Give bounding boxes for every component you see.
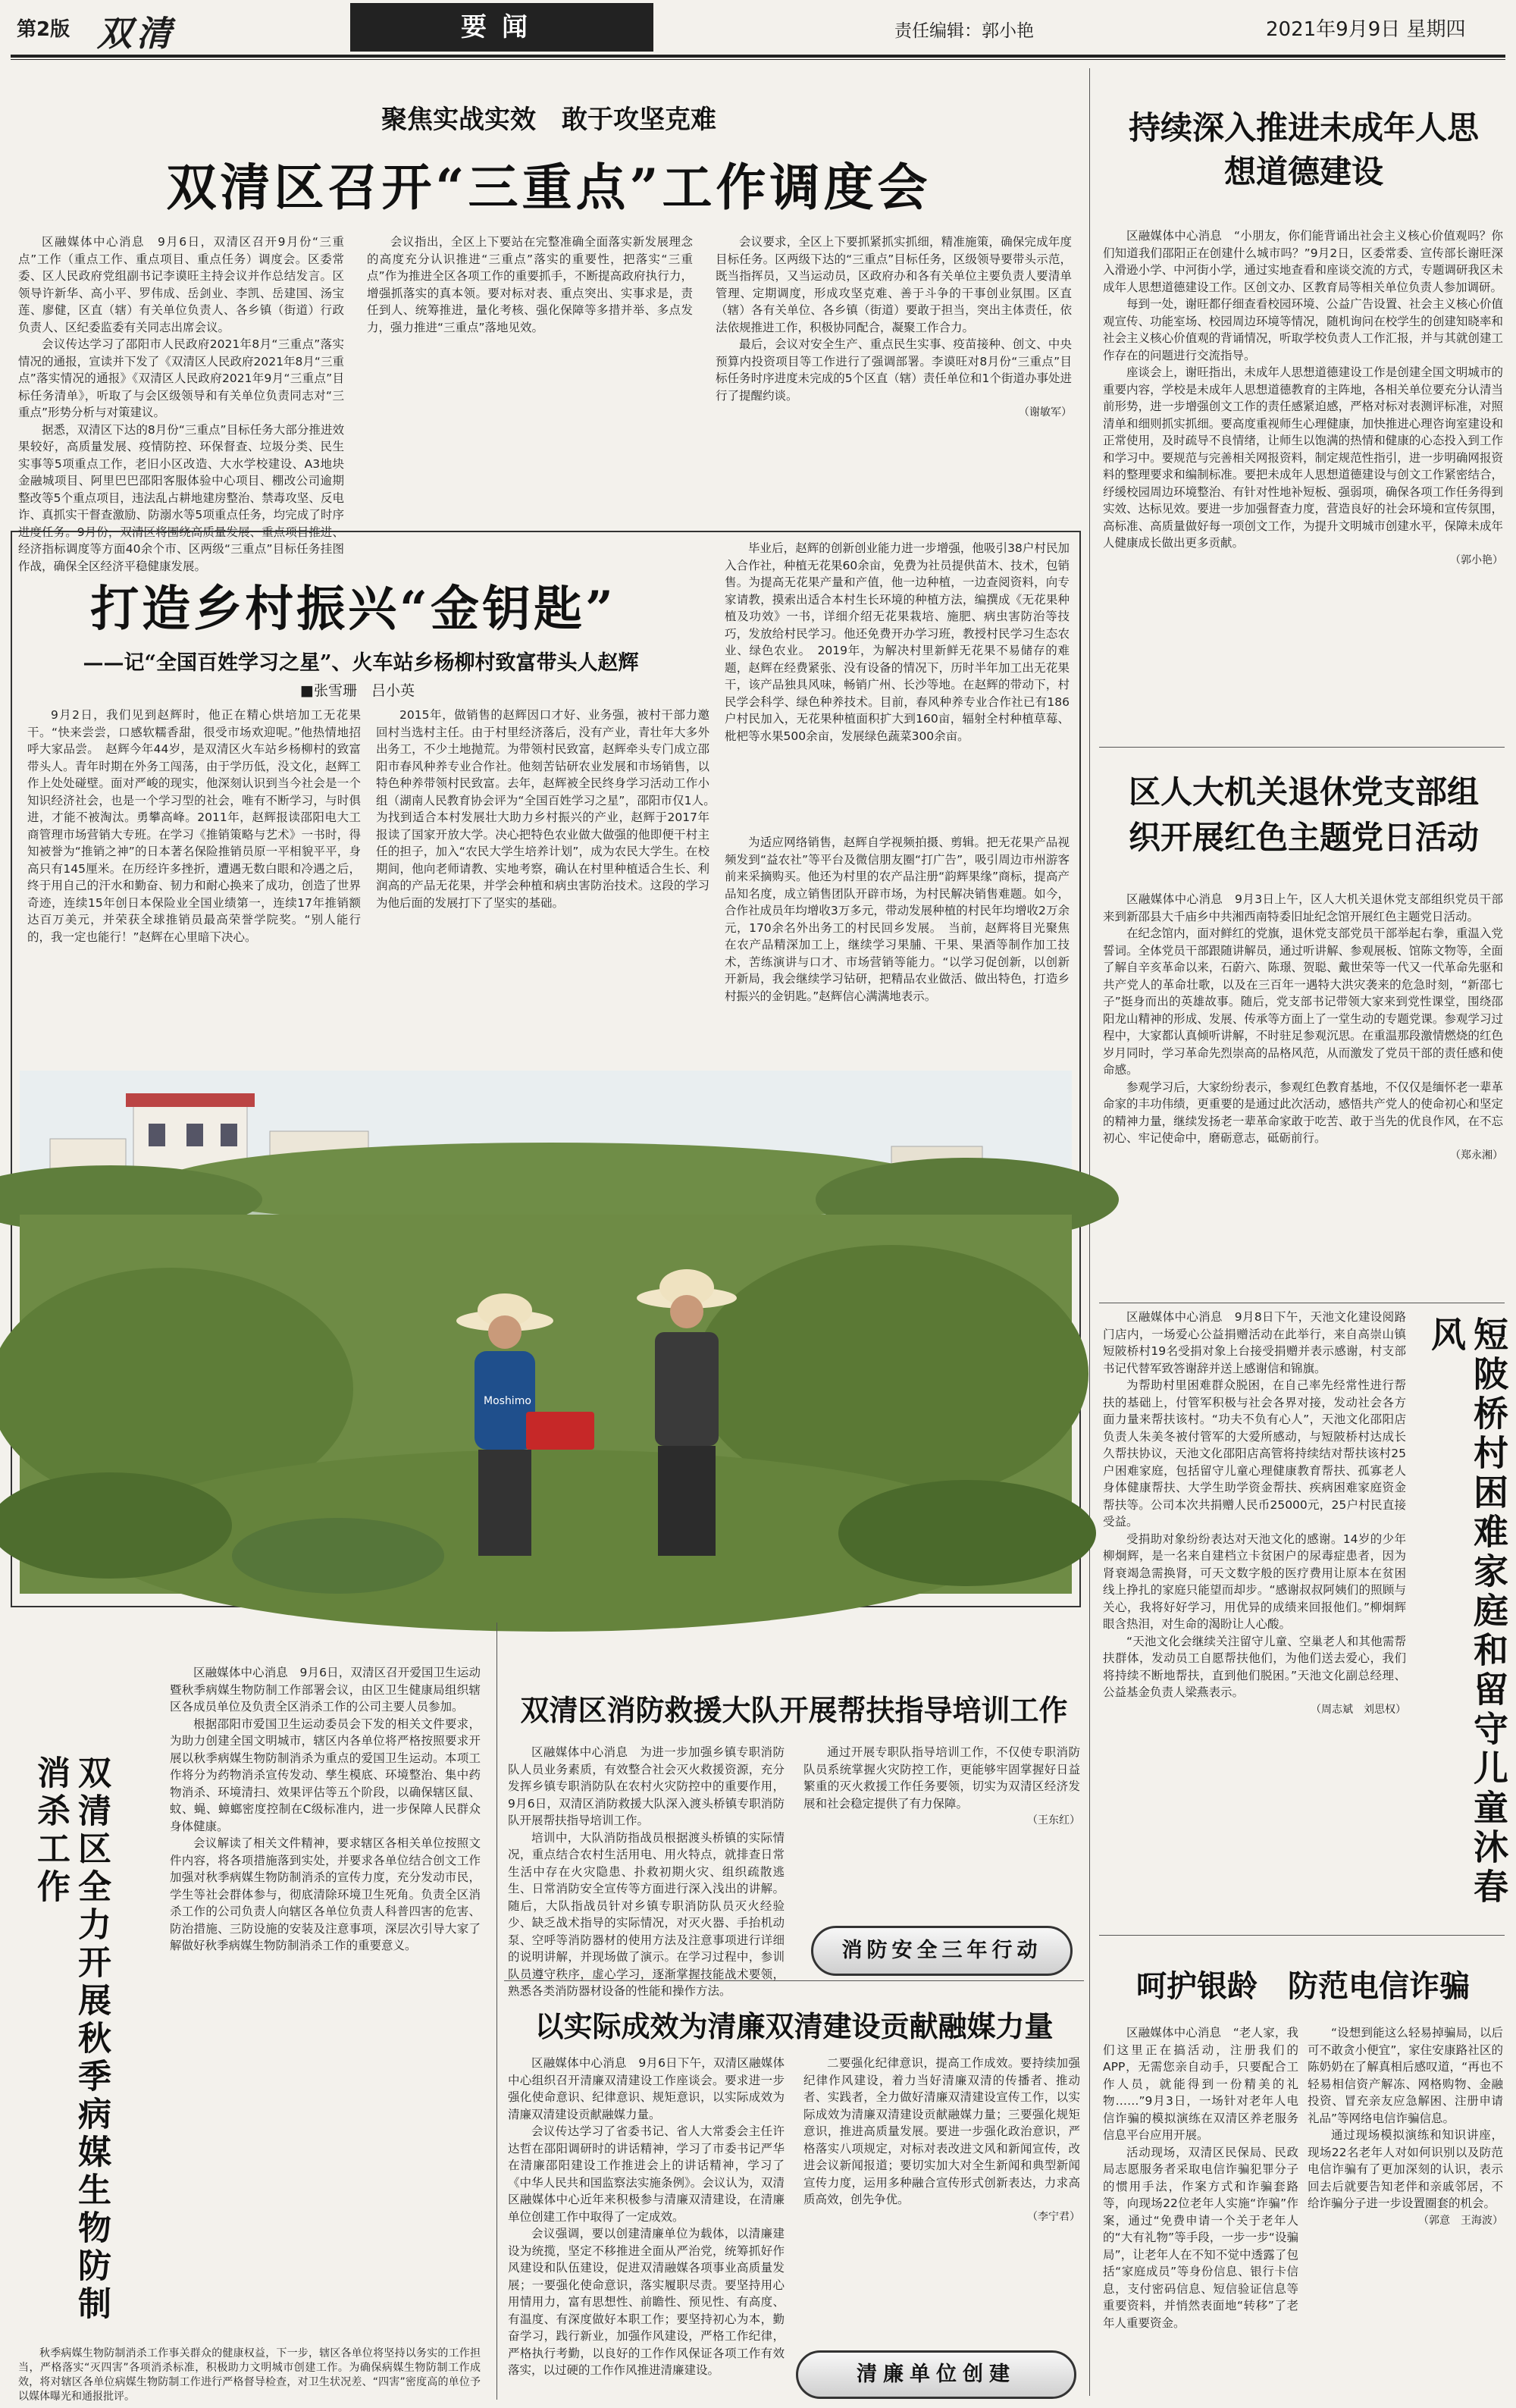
article-signature: （王东红） bbox=[1027, 1814, 1080, 1826]
article-paragraph: 会议传达学习了邵阳市人民政府2021年8月“三重点”落实情况的通报，宣读并下发了《双清区人民政府2021年8月“三重点”落实情况的通报》《双清区人民政府2021年9月“三重点”目标任务清单》，听取了与会区级领导和有关单位负责同志对“三重点”形势分析与对策建议。 bbox=[18, 337, 344, 419]
article-paragraph: 每到一处，谢旺都仔细查看校园环境、公益广告设置、社会主义核心价值观宣传、功能室场、校园周边环境等情况，随机询问在校学生的创建知晓率和社会主义核心价值观的背诵情况，听取学校负责人工作汇报，并与其就创建工作存在的问题进行交流指导。 bbox=[1103, 297, 1503, 362]
feature-title: 打造乡村振兴“金钥匙” bbox=[90, 581, 616, 638]
article-paragraph: 受捐助对象纷纷表达对天池文化的感谢。14岁的少年柳炯辉，是一名来自建档立卡贫困户的尿毒症患者，因为肾衰竭急需换肾，可天文数字般的医疗费用让原本在贫困线上挣扎的家庭只能望而却步。“感谢叔叔阿姨们的照顾与关心，我将好好学习，用优异的成绩来回报他们。”柳炯辉眼含热泪，对生命的渴盼让人心酸。 bbox=[1103, 1532, 1406, 1631]
article-paragraph: 会议传达学习了省委书记、省人大常委会主任许达哲在邵阳调研时的讲话精神，学习了市委书记严华在清廉邵阳建设工作推进会上的讲话精神，学习了《中华人民共和国监察法实施条例》。会议认为，双清区融媒体中心近年来积极参与清廉双清建设，在清廉单位创建工作中取得了一定成效。 bbox=[508, 2124, 785, 2224]
campaign-banner: 消防安全三年行动 bbox=[811, 1926, 1073, 1976]
fig-farm-photo-illustration bbox=[20, 1071, 1072, 1594]
header-rule-thin bbox=[11, 59, 1505, 60]
feature-subtitle: ——记“全国百姓学习之星”、火车站乡杨柳村致富带头人赵辉 bbox=[83, 651, 639, 675]
article-signature: （李宁君） bbox=[1027, 2210, 1080, 2223]
article-paragraph: 会议解读了相关文件精神，要求辖区各相关单位按照文件内容，将各项措施落到实处，并要求各单位结合创文工作加强对秋季病媒生物防制消杀的宣传力度，充分发动市民，学生等社会群体参与，彻底清除环境卫生死角。负责全区消杀工作的公司负责人向辖区各单位负责人科普四害的危害、防治措施、三防设施的安装及注意事项，深层次引导大家了解做好秋季病媒生物防制消杀工作的重要意义。 bbox=[170, 1836, 481, 1952]
article-paragraph: 根据邵阳市爱国卫生运动委员会下发的相关文件要求，为助力创建全国文明城市，辖区内各单位将严格按照要求开展以秋季病媒生物防制消杀为重点的爱国卫生运动。本项工作将分为药物消杀宣传发动、孳生模底、环境整治、集中药物消杀、环境清扫、效果评估等五个阶段，以确保辖区鼠、蚊、蝇、蟑螂密度控制在C级标准内，进一步保障人民群众身体健康。 bbox=[170, 1717, 481, 1833]
section-rule bbox=[1099, 1935, 1505, 1936]
campaign-banner: 清廉单位创建 bbox=[796, 2350, 1076, 2399]
article-paragraph: 座谈会上，谢旺指出，未成年人思想道德建设工作是创建全国文明城市的重要内容，学校是未成年人思想道德教育的主阵地，各相关单位要充分认清当前形势，进一步增强创文工作的责任感紧迫感，严格对标对表测评标准，对照清单和细则抓实抓细。要高度重视师生心理健康，加快推进心理咨询室建设和正常使用，及时疏导不良情绪，让师生以饱满的热情和健康的心态投入到工作和学习中。要规范与完善相关网报资料，制定规范性指引，进一步明确网报资料的整理要求和编制标准。要把未成年人思想道德建设与创文工作紧密结合，纾缓校园周边环境整治、有针对性地补短板、强弱项，确保各项工作任务得到实效、达标见效。要进一步加强督查力度，营造良好的社会环境和宣传氛围，高标准、高质量做好每一项创文工作，为提升文明城市创建水平，保障未成年人健康成长做出更多贡献。 bbox=[1103, 365, 1503, 550]
article-paragraph: 秋季病媒生物防制消杀工作事关群众的健康权益，下一步，辖区各单位将坚持以务实的工作担当，严格落实“灭四害”各项消杀标准，积极助力文明城市创建工作。为确保病媒生物防制工作成效，将对辖区各单位病媒生物防制工作进行严格督导检查，对卫生状况差、“四害”密度高的单位予以媒体曝光和通报批评。 bbox=[18, 2347, 481, 2403]
masthead-bar bbox=[0, 0, 1516, 53]
page-number: 第2版 bbox=[17, 18, 70, 41]
feature-paragraph: 2015年，做销售的赵辉因口才好、业务强，被村干部力邀回村当选村主任。由于村里经济落后，没有产业，青壮年大多外出务工，不少土地抛荒。为带领村民致富，赵辉牵头专门成立邵阳市春风种养专业合作社。他刻苦钻研农业发展和市场销售，以特色种养带领村民致富。去年，赵辉被全民终身学习活动工作小组（湖南人民教育协会评为“全国百姓学习之星”，邵阳市仅1人。 为找到适合本村发展壮大助力乡村振兴的产业，赵辉于2017年报读了国家开放大学。决心把特色农业做大做强的他即便干村主任的担子，加入“农民大学生培养计划”，成为农民大学生。在校期间，他向老师请教、实地考察，确认在村里种植适合生长、利润高的产品无花果，并学会种植和病虫害防治技术。这段的学习为他后面的发展打下了坚实的基础。 bbox=[376, 708, 722, 910]
article-paragraph: “天池文化会继续关注留守儿童、空巢老人和其他需帮扶群体，发动员工自愿帮扶他们，为他们送去爱心，我们将持续不断地帮扶，直到他们脱困。”天池文化副总经理、公益基金负责人梁燕表示。 bbox=[1103, 1634, 1406, 1699]
column-divider bbox=[1089, 68, 1090, 2396]
feature-byline: ■张雪珊 吕小英 bbox=[300, 682, 415, 699]
article-paragraph: 最后，会议对安全生产、重点民生实事、疫苗接种、创文、中央预算内投资项目等工作进行了强调部署。李谟旺对8月份“三重点”目标任务时序进度未完成的5个区直（辖）责任单位和1个街道办事处进行了提醒约谈。 bbox=[716, 337, 1072, 403]
feature-paragraph: 毕业后，赵辉的创新创业能力进一步增强，他吸引38户村民加入合作社，种植无花果60余亩，免费为社员提供苗木、技术，包销售。为提高无花果产量和产值，他一边种植，一边查阅资料，向专家请教，摸索出适合本村生长环境的种植方法，编撰成《无花果种植及功效》一书，详细介绍无花果栽培、施肥、病虫害防治等技巧，发放给村民学习。他还免费开办学习班，教授村民学习生态农业、绿色农业。 2019年，为解决村里新鲜无花果不易储存的难题，赵辉在经费紧张、没有设备的情况下，历时半年加工出无花果干，该产品独具风味，畅销广州、长沙等地。在赵辉的带动下，村民学会科学、绿色种养技术。目前，春风种养专业合作社已有186户村民加入，无花果种植面积扩大到160亩，辐射全村种植草莓、枇杷等水果500余亩，发展绿色蔬菜300余亩。 bbox=[725, 541, 1070, 743]
article-title: 双清区召开“三重点”工作调度会 bbox=[166, 158, 932, 217]
article-kicker: 聚焦实战实效 敢于攻坚克难 bbox=[381, 105, 716, 135]
article-title: 区人大机关退休党支部组织开展红色主题党日活动 bbox=[1128, 773, 1479, 856]
article-charity bbox=[1103, 1309, 1509, 1930]
article-paragraph: 区融媒体中心消息 9月8日下午，天池文化建设阅路门店内，一场爱心公益捐赠活动在此举行，来自高崇山镇短陂桥村19名受捐对象上台接受捐赠并表示感谢，村支部书记代替军致答谢辞并送上感谢信和锦旗。 bbox=[1103, 1310, 1406, 1375]
article-title-vertical: 双清区全力开展秋季病媒生物防制消杀工作 bbox=[31, 1755, 111, 2324]
article-paragraph: 区融媒体中心消息 9月6日下午，双清区融媒体中心组织召开清廉双清建设工作座谈会。要求进一步强化使命意识、纪律意识、规矩意识，以实际成效为清廉双清建设贡献融媒力量。 bbox=[508, 2056, 785, 2121]
article-paragraph: 二要强化纪律意识，提高工作成效。要持续加强纪律作风建设，着力当好清廉双清的传播者、推动者、实践者，全力做好清廉双清建设宣传工作，以实际成效为清廉双清建设贡献融媒力量；三要强化规矩意识，推进高质量发展。要进一步强化政治意识，严格落实八项规定，对标对表改进文风和新闻宣传，改进会议新闻报道；要切实加大对全生新闻和典型新闻宣传力度，运用多种融合宣传形式创新表达，力求高质高效，创先争优。 bbox=[803, 2056, 1080, 2206]
article-paragraph: 据悉，双清区下达的8月份“三重点”目标任务大部分推进效果较好，高质量发展、疫情防控、环保督查、垃圾分类、民生实事等5项重点工作，老旧小区改造、大水学校建设、A3地块金融城项目、阿里巴巴邵阳客服体验中心项目、棚改公司逾期整改等5个重点项目，违法乱占耕地建房整治、禁毒攻坚、反电诈、真抓实干督查激励、防溺水等5项重点任务，均完成了时序进度任务。9月份，双清区将围绕高质量发展、重点项目推进、经济指标调度等方面40余个市、区两级“三重点”目标任务挂图作战，确保全区经济平稳健康发展。 bbox=[18, 422, 344, 573]
article-paragraph: 会议指出，全区上下要站在完整准确全面落实新发展理念的高度充分认识推进“三重点”落实的重要性，把落实“三重点”作为推进全区各项工作的重要抓手，不断提高政府执行力，增强抓落实的真本领。要对标对表、重点突出、实事求是，责任到人、统筹推进，量化考核、强化保障等多措并举、多点发力，强力推进“三重点”落地见效。 bbox=[367, 235, 693, 334]
column-divider bbox=[496, 1623, 497, 2400]
article-paragraph: 在纪念馆内，面对鲜红的党旗，退休党支部党员干部举起右拳，重温入党誓词。全体党员干部跟随讲解员，通过听讲解、参观展板、馆陈文物等，全面了解自辛亥革命以来，石蔚六、陈璟、贺聪、戴世荣等一代又一代革命先驱和共产党人的革命壮歌，以及在三百年一遇特大洪灾袭来的危急时刻，“新邵七子”挺身而出的英雄故事。随后，党支部书记带领大家来到党性课堂，围绕邵阳龙山精神的形成、发展、传承等方面上了一堂生动的专题党课。参观学习过程中，大家都认真倾听讲解，不时驻足参观沉思。在重温那段激情燃烧的红色岁月同时，学习革命先烈崇高的品格风范，从而激发了党员干部的责任感和使命感。 bbox=[1103, 927, 1503, 1077]
article-paragraph: 区融媒体中心消息 9月3日上午，区人大机关退休党支部组织党员干部来到新邵县大千庙乡中共湘西南特委旧址纪念馆开展红色主题党日活动。 bbox=[1103, 892, 1503, 923]
issue-date: 2021年9月9日 星期四 bbox=[1266, 18, 1466, 41]
article-minors-moral bbox=[1103, 83, 1503, 743]
article-signature: （郑永湘） bbox=[1450, 1149, 1503, 1162]
article-feature-box bbox=[11, 531, 1081, 1607]
article-title: 持续深入推进未成年人思想道德建设 bbox=[1128, 109, 1479, 190]
article-title: 双清区消防救援大队开展帮扶指导培训工作 bbox=[520, 1693, 1068, 1727]
article-disinfection bbox=[18, 1619, 488, 2403]
feature-paragraph: 为适应网络销售，赵辉自学视频拍摄、剪辑。把无花果产品视频发到“益农社”等平台及微信朋友圈“打广告”，吸引周边市州游客前来采摘购买。他还为村里的农产品注册“韵辉果缘”商标，提高产品知名度，成立销售团队开辟市场，为村民解决销售难题。如今，合作社成员年均增收3万多元，带动发展种植的村民年均增收2万余元，170余名外出务工的村民回乡发展。 当前，赵辉将目光聚焦在农产品精深加工上，继续学习果脯、干果、果酒等制作加工技术，苦练演讲与口才、市场营销等能力。“以学习促创新，以创新开新局，我会继续学习钻研，把精品农业做活、做出特色，打造乡村振兴的金钥匙。”赵辉信心满满地表示。 bbox=[725, 836, 1070, 1003]
article-paragraph: 培训中，大队消防指战员根据渡头桥镇的实际情况，重点结合农村生活用电、用火特点，就排查日常生活中存在火灾隐患、扑救初期火灾、组织疏散逃生、日常消防安全宣传等方面进行深入浅出的讲解。随后，大队指战员针对乡镇专职消防队员灭火经验少、缺乏战术指导的实际情况，对灭火器、手抬机动泵、空呼等消防器材的使用方法及注意事项进行详细的说明讲解，并现场做了演示。在学习过程中，参训队员遵守秩序，虚心学习，逐渐掌握技能战术要领，熟悉各类消防器材设备的性能和操作方法。 bbox=[508, 1830, 785, 1998]
feature-photo bbox=[20, 1071, 1072, 1594]
article-paragraph: 区融媒体中心消息 为进一步加强乡镇专职消防队人员业务素质，有效整合社会灭火救援资源，充分发挥乡镇专职消防队在农村火灾防控中的重要作用，9月6日，双清区消防救援大队深入渡头桥镇专职消防队开展帮扶指导培训工作。 bbox=[508, 1745, 785, 1827]
article-title-vertical: 短陂桥村困难家庭和留守儿童沐春风 bbox=[1426, 1316, 1509, 1908]
shirt-print: Moshimo bbox=[484, 1395, 531, 1407]
section-rule bbox=[1099, 747, 1505, 748]
article-paragraph: 通过开展专职队指导培训工作，不仅使专职消防队员系统掌握火灾防控工作，更能够牢固掌握好日益繁重的灭火救援工作任务要领，切实为双清区经济发展和社会稳定提供了有力保障。 bbox=[803, 1745, 1080, 1811]
section-rule bbox=[504, 1980, 1084, 1981]
article-clean-government bbox=[508, 1986, 1080, 2403]
article-paragraph: 区融媒体中心消息 9月6日，双清区召开9月份“三重点”工作（重点工作、重点项目、重点任务）调度会。区委常委、区人民政府党组副书记李谟旺主持会议并作总结发言。区领导许新华、高小平、罗伟成、岳剑业、李凯、岳建国、汤宝莲、廖健，区直（辖）有关单位负责人、各乡镇（街道）行政负责人、区纪委监委有关同志出席会议。 bbox=[18, 235, 344, 334]
paper-name: 双清 bbox=[97, 13, 176, 54]
article-paragraph: 为帮助村里困难群众脱困，在自己率先经常性进行帮扶的基础上，付管军积极与社会各界对接，发动社会各方面力量来帮扶该村。“功夫不负有心人”，天池文化邵阳店负责人朱美冬被付管军的大爱所感动，与短陂桥村达成长久帮扶协议，天池文化邵阳店高管将持续结对帮扶该村25户困难家庭，包括留守儿童心理健康教育帮扶、孤寡老人身体健康帮扶、大学生助学资金帮扶、疾病困难家庭资金帮扶等。公司本次共捐赠人民币25000元，25户村民直接受益。 bbox=[1103, 1378, 1406, 1529]
article-anti-fraud bbox=[1103, 1941, 1503, 2403]
article-work-meeting bbox=[18, 74, 1079, 573]
article-paragraph: 参观学习后，大家纷纷表示，参观红色教育基地，不仅仅是缅怀老一辈革命家的丰功伟绩，更重要的是通过此次活动，感悟共产党人的使命初心和坚定的精神力量，继续发扬老一辈革命家敢于吃苦、敢于当先的优良作风，在不忘初心、牢记使命中，磨砺意志，砥砺前行。 bbox=[1103, 1080, 1503, 1145]
feature-paragraph: 9月2日，我们见到赵辉时，他正在精心烘培加工无花果干。“快来尝尝，口感软糯香甜，很受市场欢迎呢。”他热情地招呼大家品尝。 赵辉今年44岁，是双清区火车站乡杨柳村的致富带头人。青年时期在外务工闯荡，由于学历低，没文化，赵辉工作上处处碰壁。面对严峻的现实，他深刻认识到当今社会是一个知识经济社会，也是一个学习型的社会，唯有不断学习，与时俱进，才能不被淘汰。勇攀高峰。2011年，赵辉报读邵阳电大工商管理市场营销大专班。在学习《推销策略与艺术》一书时，得知被誉为“推销之神”的日本著名保险推销员原一平相貌平平，身高只有145厘米。在历经许多挫折，遭遇无数白眼和冷遇之后，终于用自己的汗水和勤奋、韧力和耐心换来了成功，创造了世界奇迹，连续15年创日本保险业全国业绩第一，连续17年推销额达百万美元，并荣获全球推销员最高荣誉学院奖。“别人能行的，我一定也能行！”赵辉在心里暗下决心。 bbox=[27, 708, 361, 944]
article-paragraph: “设想到能这么轻易掉骗局，以后可不敢贪小便宜”，家住安康路社区的陈奶奶在了解真相后感叹道，“再也不轻易相信资产解冻、网格购物、金融投资、冒充亲友应急解困、注册申请礼品”等网络电信诈骗信息。 bbox=[1308, 2026, 1503, 2125]
section-label: 要闻 bbox=[350, 3, 653, 52]
editor-credit: 责任编辑：郭小艳 bbox=[894, 21, 1034, 41]
article-signature: （郭意 王海波） bbox=[1418, 2214, 1503, 2227]
header-rule bbox=[11, 55, 1505, 58]
article-signature: （谢敏军） bbox=[1019, 406, 1072, 419]
article-title: 以实际成效为清廉双清建设贡献融媒力量 bbox=[534, 2009, 1054, 2043]
article-signature: （周志斌 刘思权） bbox=[1311, 1703, 1406, 1716]
article-paragraph: 会议强调，要以创建清廉单位为载体，以清廉建设为统揽，坚定不移推进全面从严治党，统筹抓好作风建设和队伍建设，促进双清融媒各项事业高质量发展；一要强化使命意识，落实履职尽责。要坚持用心用情用力，富有思想性、前瞻性、预见性、有高度、有温度、有深度做好本职工作；要坚持初心为本，勤奋学习，践行新业，加强作风建设，严格工作纪律，严格执行考勤，以良好的工作作风保证各项工作有效落实，以过硬的工作作风推进清廉建设。 bbox=[508, 2227, 785, 2377]
article-fire-training bbox=[508, 1619, 1080, 1998]
article-paragraph: 区融媒体中心消息 9月6日，双清区召开爱国卫生运动暨秋季病媒生物防制工作部署会议，由区卫生健康局组织辖区各成员单位及负责全区消杀工作的公司主要人员参加。 bbox=[170, 1666, 481, 1714]
article-title: 呵护银龄 防范电信诈骗 bbox=[1136, 1968, 1470, 2004]
article-paragraph: 活动现场，双清区民保局、民政局志愿服务者采取电信诈骗犯罪分子的惯用手法，作案方式和诈骗套路等，向现场22位老年人实施“诈骗”作案，通过“免费申请一个关于老年人的“大有礼物”等手段，一步一步“设骗局”，让老年人在不知不觉中透露了包括“家庭成员”等身份信息、银行卡信息，支付密码信息、短信验证信息等重要资料，并悄然表面地“转移”了老年人重要资金。 bbox=[1103, 2145, 1298, 2330]
article-paragraph: 会议要求，全区上下要抓紧抓实抓细，精准施策，确保完成年度目标任务。区两级下达的“三重点”目标任务，区级领导要带头示范，既当指挥员，又当运动员，区政府办和各有关单位主要负责人要清单管理、定期调度，形成攻坚克难、善于斗争的干事创业氛围。区直（辖）各有关单位、各乡镇（街道）要敢于担当，突出主体责任，依法依规推进工作，积极协同配合，凝聚工作合力。 bbox=[716, 235, 1072, 334]
article-paragraph: 通过现场模拟演练和知识讲座，现场22名老年人对如何识别以及防范电信诈骗有了更加深刻的认识，表示回去后就要告知老伴和亲戚邻居，不给诈骗分子进一步设置圈套的机会。 bbox=[1308, 2128, 1503, 2210]
article-paragraph: 区融媒体中心消息 “老人家，我们这里正在搞活动，注册我们的APP，无需您亲自动手，只要配合工作人员，就能得到一份精美的礼物……”9月3日，一场针对老年人电信诈骗的模拟演练在双清区养老服务信息平台应用开展。 bbox=[1103, 2026, 1298, 2142]
article-party-day bbox=[1103, 754, 1503, 1300]
article-paragraph: 区融媒体中心消息 “小朋友，你们能背诵出社会主义核心价值观吗？你们知道我们邵阳正在创建什么城市吗？”9月2日，区委常委、宣传部长谢旺深入滑逊小学、中河街小学，通过实地查看和座谈交流的方式，专题调研我区未成年人思想道德建设工作。区创文办、区教育局等相关单位负责人参加调研。 bbox=[1103, 229, 1503, 294]
article-signature: （郭小艳） bbox=[1450, 553, 1503, 566]
